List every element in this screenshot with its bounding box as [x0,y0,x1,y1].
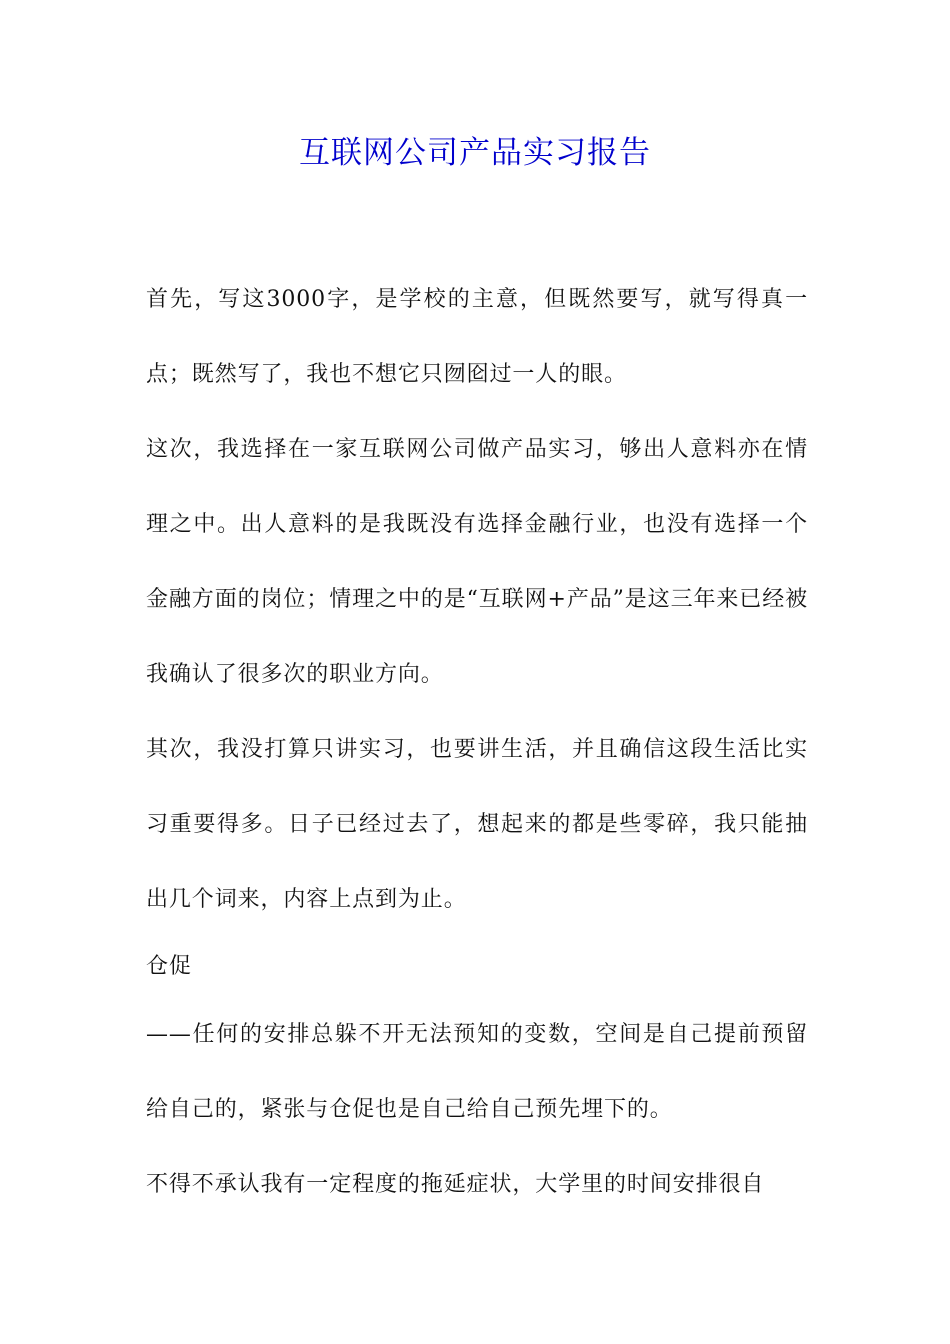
paragraph-intro: 首先，写这3000字，是学校的主意，但既然要写，就写得真一点；既然写了，我也不想它只囫囵过一人的眼。 [146,287,808,387]
paragraph-procrastination: 不得不承认我有一定程度的拖延症状，大学里的时间安排很自 [146,1172,765,1197]
paragraph-cangcu-quote: ——任何的安排总躲不开无法预知的变数，空间是自己提前预留给自己的，紧张与仓促也是自己给自己预先埋下的。 [146,1022,808,1122]
paragraph-life: 其次，我没打算只讲实习，也要讲生活，并且确信这段生活比实习重要得多。日子已经过去了，想起来的都是些零碎，我只能抽出几个词来，内容上点到为止。 [146,737,808,912]
document-body [146,262,808,1222]
section-heading-cangcu: 仓促 [146,954,192,979]
document-title: 互联网公司产品实习报告 [299,135,651,171]
paragraph-internship-choice: 这次，我选择在一家互联网公司做产品实习，够出人意料亦在情理之中。出人意料的是我既没有选择金融行业，也没有选择一个金融方面的岗位；情理之中的是“互联网+产品”是这三年来已经被我确认了很多次的职业方向。 [146,437,808,687]
